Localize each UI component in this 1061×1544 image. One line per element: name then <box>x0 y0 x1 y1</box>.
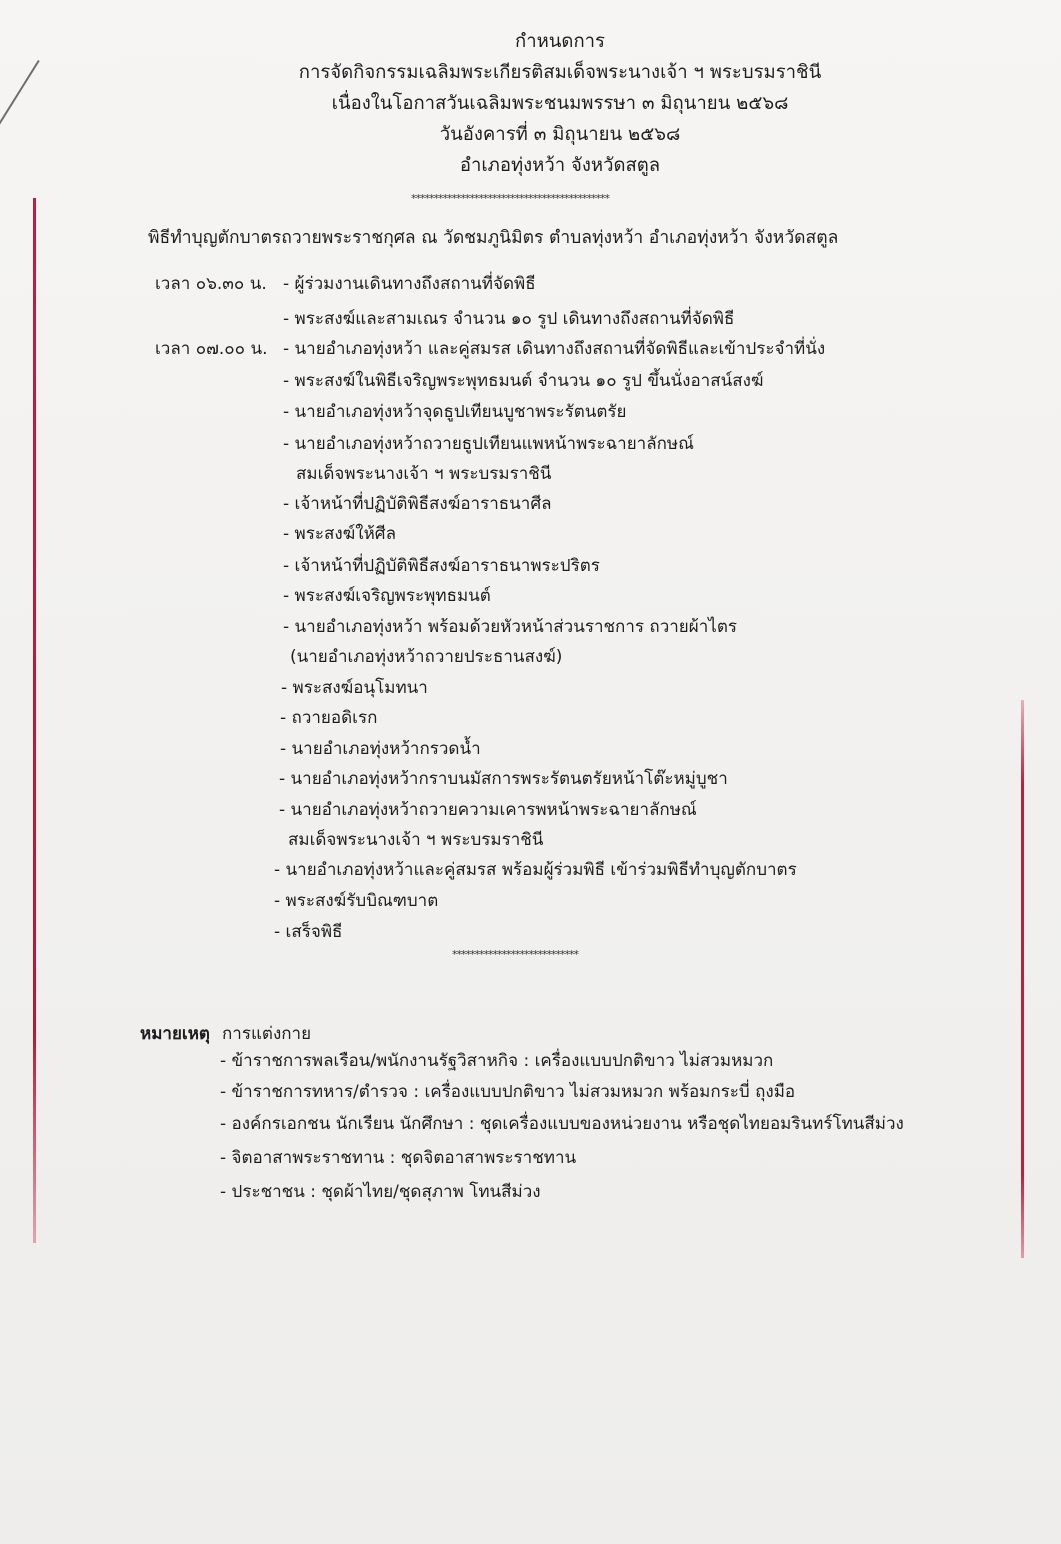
schedule-item: - นายอำเภอทุ่งหว้ากราบนมัสการพระรัตนตรัยหน้าโต๊ะหมู่บูชา <box>279 769 728 789</box>
dress-code-item: - ข้าราชการพลเรือน/พนักงานรัฐวิสาหกิจ : เครื่องแบบปกติขาว ไม่สวมหมวก <box>220 1051 774 1071</box>
schedule-item: - เสร็จพิธี <box>274 922 343 942</box>
time-label-1: เวลา ๐๖.๓๐ น. <box>155 274 267 294</box>
dress-code-item: - จิตอาสาพระราชทาน : ชุดจิตอาสาพระราชทาน <box>220 1148 577 1168</box>
schedule-item: - นายอำเภอทุ่งหว้าถวายธูปเทียนแพหน้าพระฉายาลักษณ์ <box>283 434 694 454</box>
remarks-label: หมายเหตุ <box>140 1024 210 1044</box>
schedule-item: - พระสงฆ์รับบิณฑบาต <box>274 891 439 911</box>
separator-bottom: **************************** <box>452 948 578 961</box>
remarks-title: การแต่งกาย <box>222 1024 312 1044</box>
separator-top: ******************************************** <box>411 192 609 205</box>
schedule-item: - พระสงฆ์ให้ศีล <box>283 524 397 544</box>
schedule-item: - นายอำเภอทุ่งหว้า และคู่สมรส เดินทางถึงสถานที่จัดพิธีและเข้าประจำที่นั่ง <box>283 339 826 359</box>
header-occasion: เนื่องในโอกาสวันเฉลิมพระชนมพรรษา ๓ มิถุนายน ๒๕๖๘ <box>331 93 789 114</box>
schedule-item: - เจ้าหน้าที่ปฏิบัติพิธีสงฆ์อาราธนาศีล <box>283 494 552 514</box>
ceremony-title: พิธีทำบุญตักบาตรถวายพระราชกุศล ณ วัดชมภูนิมิตร ตำบลทุ่งหว้า อำเภอทุ่งหว้า จังหวัดสตูล <box>148 228 839 248</box>
schedule-item: - นายอำเภอทุ่งหว้าถวายความเคารพหน้าพระฉายาลักษณ์ <box>279 800 697 820</box>
time-label-2: เวลา ๐๗.๐๐ น. <box>155 339 268 359</box>
schedule-item-continuation: (นายอำเภอทุ่งหว้าถวายประธานสงฆ์) <box>290 647 563 667</box>
schedule-item: - พระสงฆ์ในพิธีเจริญพระพุทธมนต์ จำนวน ๑๐ รูป ขึ้นนั่งอาสน์สงฆ์ <box>283 371 764 391</box>
schedule-item: - พระสงฆ์และสามเณร จำนวน ๑๐ รูป เดินทางถึงสถานที่จัดพิธี <box>283 309 735 329</box>
header-location: อำเภอทุ่งหว้า จังหวัดสตูล <box>459 155 661 176</box>
schedule-item: - เจ้าหน้าที่ปฏิบัติพิธีสงฆ์อาราธนาพระปริตร <box>283 556 600 576</box>
schedule-item: - พระสงฆ์อนุโมทนา <box>281 678 428 698</box>
schedule-item-continuation: สมเด็จพระนางเจ้า ฯ พระบรมราชินี <box>288 830 544 850</box>
dress-code-item: - ข้าราชการทหาร/ตำรวจ : เครื่องแบบปกติขาว ไม่สวมหมวก พร้อมกระบี่ ถุงมือ <box>220 1082 796 1102</box>
right-margin-line <box>1021 700 1024 1258</box>
dress-code-item: - องค์กรเอกชน นักเรียน นักศึกษา : ชุดเครื่องแบบของหน่วยงาน หรือชุดไทยอมรินทร์โทนสีม่วง <box>220 1114 904 1134</box>
schedule-item: - นายอำเภอทุ่งหว้ากรวดน้ำ <box>280 739 481 759</box>
header-title: กำหนดการ <box>515 31 605 52</box>
dress-code-item: - ประชาชน : ชุดผ้าไทย/ชุดสุภาพ โทนสีม่วง <box>220 1182 541 1202</box>
schedule-item: - นายอำเภอทุ่งหว้า พร้อมด้วยหัวหน้าส่วนราชการ ถวายผ้าไตร <box>283 617 737 637</box>
schedule-item: - ถวายอดิเรก <box>280 708 378 728</box>
header-date: วันอังคารที่ ๓ มิถุนายน ๒๕๖๘ <box>439 124 681 145</box>
schedule-item: - นายอำเภอทุ่งหว้าจุดธูปเทียนบูชาพระรัตนตรัย <box>283 402 627 422</box>
schedule-item: - ผู้ร่วมงานเดินทางถึงสถานที่จัดพิธี <box>283 274 536 294</box>
left-margin-line <box>33 198 36 1243</box>
schedule-item: - พระสงฆ์เจริญพระพุทธมนต์ <box>283 586 491 606</box>
schedule-item-continuation: สมเด็จพระนางเจ้า ฯ พระบรมราชินี <box>296 464 552 484</box>
document-header <box>0 26 1061 181</box>
header-event: การจัดกิจกรรมเฉลิมพระเกียรติสมเด็จพระนางเจ้า ฯ พระบรมราชินี <box>298 62 822 83</box>
schedule-item: - นายอำเภอทุ่งหว้าและคู่สมรส พร้อมผู้ร่วมพิธี เข้าร่วมพิธีทำบุญตักบาตร <box>274 860 797 880</box>
